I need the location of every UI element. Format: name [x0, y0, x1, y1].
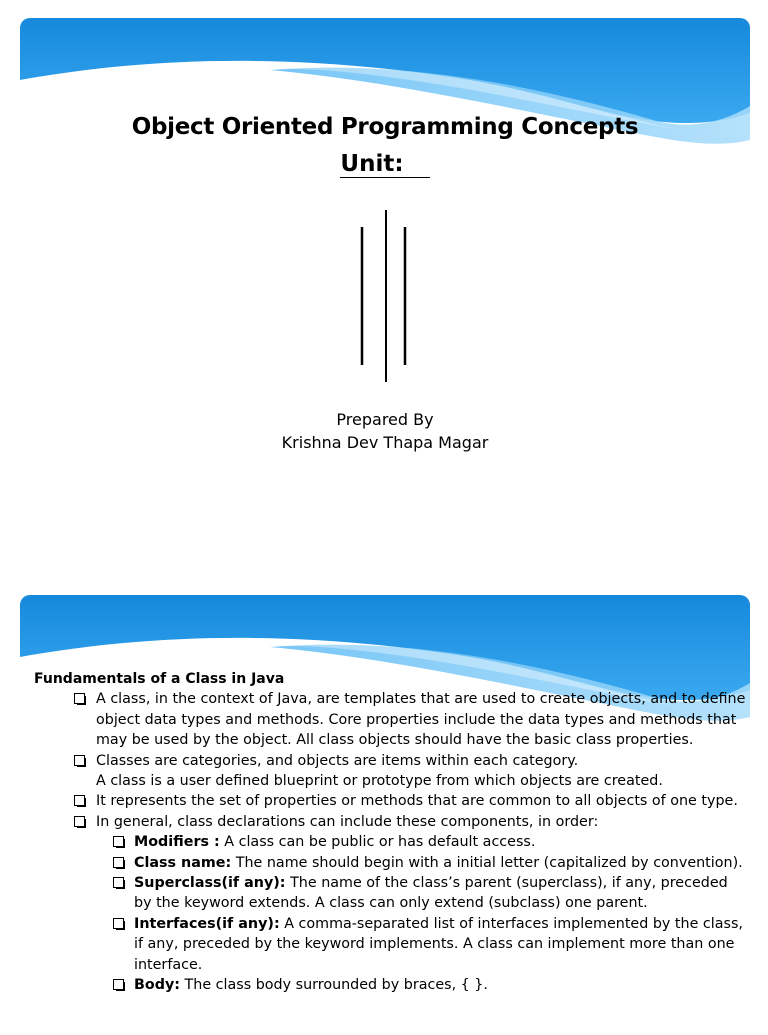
author-name: Krishna Dev Thapa Magar	[281, 433, 489, 452]
component-term: Interfaces(if any):	[134, 915, 280, 932]
list-item-text: A class is a user defined blueprint or prototype from which objects are created.	[96, 773, 663, 790]
component-term: Body:	[134, 977, 180, 994]
decorative-vertical-lines	[350, 210, 420, 385]
component-desc: The class body surrounded by braces, { }.	[180, 977, 488, 994]
list-item	[34, 689, 746, 750]
component-desc: The name of the class’s parent (superclass), if any, preceded by the keyword extends. A class can only extend (subclass) one parent.	[134, 875, 728, 912]
checkbox-bullet-icon	[113, 877, 124, 888]
component-item	[96, 832, 746, 852]
list-item-text: A class, in the context of Java, are templates that are used to create objects, and to define object data types and methods. Core properties include the data types and methods that may be used by the object. All class objects should have the basic class properties.	[96, 691, 746, 749]
component-desc: The name should begin with a initial letter (capitalized by convention).	[231, 854, 743, 871]
slide-content	[34, 669, 746, 996]
checkbox-bullet-icon	[113, 836, 124, 847]
list-item-text: In general, class declarations can include these components, in order:	[96, 813, 599, 830]
list-item	[34, 791, 746, 811]
prepared-by-block	[20, 408, 750, 454]
checkbox-bullet-icon	[113, 857, 124, 868]
component-term: Superclass(if any):	[134, 875, 286, 892]
checkbox-bullet-icon	[113, 979, 124, 990]
title-slide	[20, 18, 750, 558]
list-item	[34, 812, 746, 996]
checkbox-bullet-icon	[74, 755, 85, 766]
list-item	[34, 751, 746, 792]
component-list	[96, 832, 746, 995]
prepared-by-label: Prepared By	[336, 410, 434, 429]
checkbox-bullet-icon	[74, 816, 85, 827]
component-item	[96, 975, 746, 995]
component-item	[96, 873, 746, 914]
presentation-title: Object Oriented Programming Concepts	[131, 114, 639, 140]
content-slide	[20, 595, 750, 1035]
component-desc: A class can be public or has default access.	[219, 834, 536, 851]
checkbox-bullet-icon	[74, 795, 85, 806]
component-term: Class name:	[134, 854, 232, 871]
component-item	[96, 914, 746, 975]
unit-label	[20, 151, 750, 178]
checkbox-bullet-icon	[74, 693, 85, 704]
list-item-text: Classes are categories, and objects are items within each category.	[96, 752, 579, 769]
checkbox-bullet-icon	[113, 918, 124, 929]
section-heading: Fundamentals of a Class in Java	[34, 671, 285, 687]
component-desc: A comma-separated list of interfaces implemented by the class, if any, preceded by the keyword implements. A class can implement more than one interface.	[134, 915, 743, 973]
list-item-text: It represents the set of properties or methods that are common to all objects of one type.	[96, 793, 738, 810]
bullet-list	[34, 689, 746, 995]
unit-text: Unit:	[340, 151, 429, 178]
component-item	[96, 853, 746, 873]
component-term: Modifiers :	[134, 834, 220, 851]
